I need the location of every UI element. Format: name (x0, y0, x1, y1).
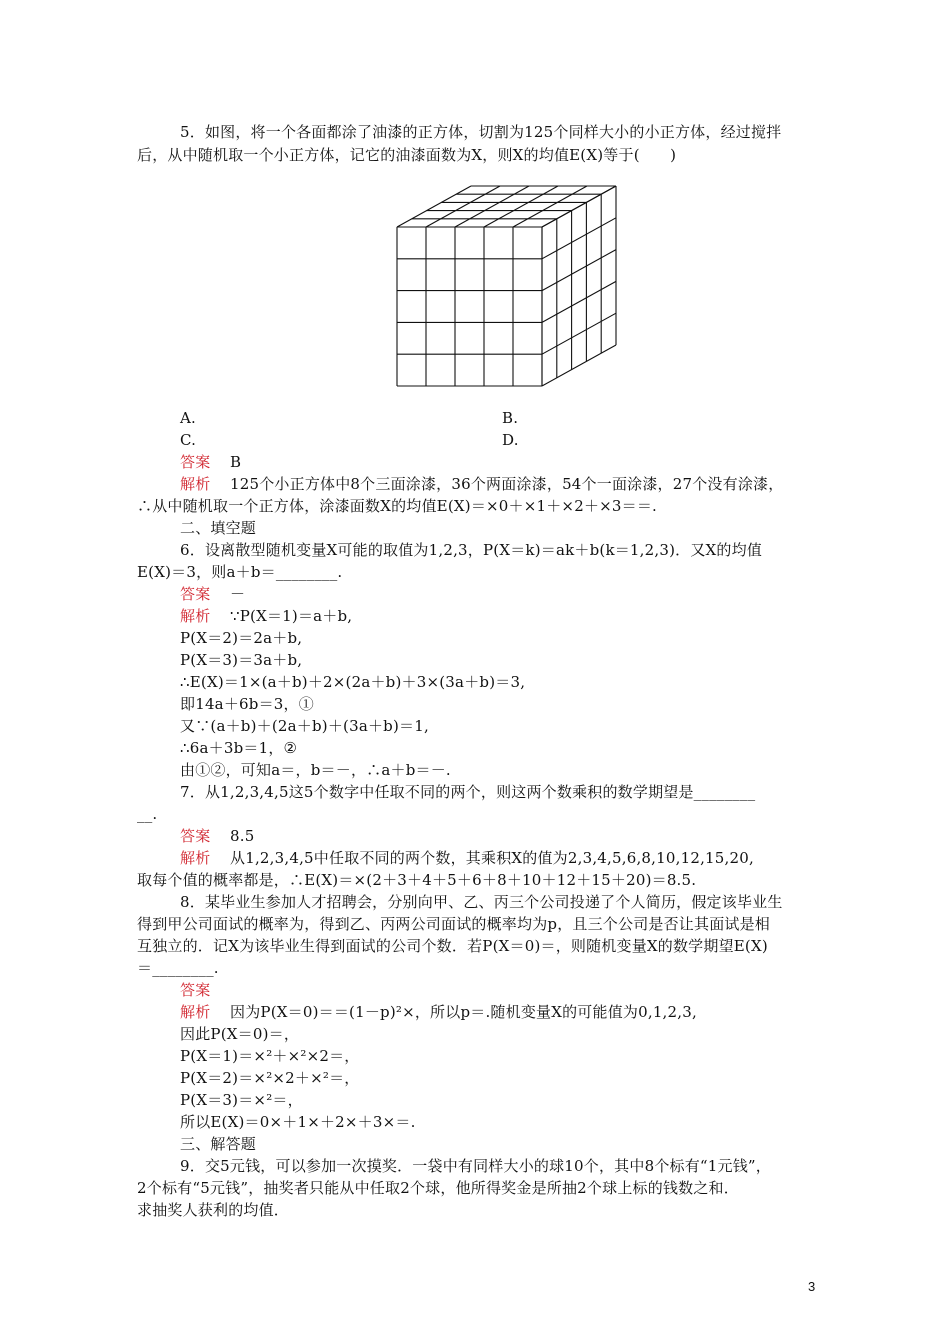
q6-step: P(X＝3)＝3a＋b, (180, 651, 303, 669)
option-b[interactable]: B. (502, 409, 519, 427)
q6-stem-line1: 6．设离散型随机变量X可能的取值为1,2,3，P(X＝k)＝ak＋b(k＝1,2,3)．又X的均值 (180, 541, 763, 559)
q9-stem-line3: 求抽奖人获利的均值． (137, 1201, 290, 1219)
option-a[interactable]: A. (180, 409, 197, 427)
cube-figure (396, 185, 618, 389)
q6-answer-value: － (230, 585, 246, 603)
q9-stem-line1: 9．交5元钱，可以参加一次摸奖．一袋中有同样大小的球10个，其中8个标有“1元钱”， (180, 1157, 772, 1175)
q5-analysis-line1: 125个小正方体中8个三面涂漆，36个两面涂漆，54个一面涂漆，27个没有涂漆， (230, 475, 784, 493)
q7-analysis-label: 解析 (180, 849, 211, 867)
page-number: 3 (808, 1279, 816, 1294)
q7-stem-line2: __. (137, 805, 158, 823)
q6-step: 又∵(a＋b)＋(2a＋b)＋(3a＋b)＝1, (180, 717, 429, 735)
section-heading-fill-blank: 二、填空题 (180, 519, 257, 537)
q5-answer-value: B (230, 453, 242, 471)
q7-analysis-line1: 从1,2,3,4,5中任取不同的两个数，其乘积X的值为2,3,4,5,6,8,10,12,15,20, (230, 849, 754, 867)
option-d[interactable]: D. (502, 431, 519, 449)
q9-stem-line2: 2个标有“5元钱”，抽奖者只能从中任取2个球，他所得奖金是所抽2个球上标的钱数之和． (137, 1179, 739, 1197)
q5-analysis-line2: ∴从中随机取一个正方体，涂漆面数X的均值E(X)＝×0＋×1＋×2＋×3＝＝. (137, 497, 658, 515)
q8-stem-line4: ＝________. (137, 959, 219, 977)
q8-stem-line2: 得到甲公司面试的概率为，得到乙、丙两公司面试的概率均为p，且三个公司是否让其面试是相 (137, 915, 771, 933)
q8-stem-line1: 8．某毕业生参加人才招聘会，分别向甲、乙、丙三个公司投递了个人简历，假定该毕业生 (180, 893, 783, 911)
q6-step: P(X＝2)＝2a＋b, (180, 629, 303, 647)
q6-stem-line2: E(X)＝3，则a＋b＝________. (137, 563, 343, 581)
q8-step: P(X＝2)＝×²×2＋×²＝， (180, 1069, 360, 1087)
q8-step: P(X＝1)＝×²＋×²×2＝， (180, 1047, 360, 1065)
q8-answer-label: 答案 (180, 981, 211, 999)
q7-answer-value: 8.5 (230, 827, 255, 845)
q8-analysis-line1: 因为P(X＝0)＝＝(1－p)²×，所以p＝.随机变量X的可能值为0,1,2,3, (230, 1003, 697, 1021)
q5-stem-line1: 5．如图，将一个各面都涂了油漆的正方体，切割为125个同样大小的小正方体，经过搅拌 (180, 123, 782, 141)
q7-analysis-line2: 取每个值的概率都是，∴E(X)＝×(2＋3＋4＋5＋6＋8＋10＋12＋15＋20)＝8.5. (137, 871, 697, 889)
q6-step: 由①②，可知a＝，b＝－，∴a＋b＝－. (180, 761, 451, 779)
q5-analysis-label: 解析 (180, 475, 211, 493)
section-heading-solutions: 三、解答题 (180, 1135, 257, 1153)
option-c[interactable]: C. (180, 431, 197, 449)
q6-step: 即14a＋6b＝3，① (180, 695, 314, 713)
q6-answer-label: 答案 (180, 585, 211, 603)
q8-step: 所以E(X)＝0×＋1×＋2×＋3×＝. (180, 1113, 416, 1131)
q6-analysis-label: 解析 (180, 607, 211, 625)
q8-step: 因此P(X＝0)＝， (180, 1025, 300, 1043)
q5-stem-line2: 后，从中随机取一个小正方体，记它的油漆面数为X，则X的均值E(X)等于( ) (137, 146, 677, 164)
q6-step: ∴6a＋3b＝1，② (180, 739, 298, 757)
q5-answer-label: 答案 (180, 453, 211, 471)
q6-step: ∴E(X)＝1×(a＋b)＋2×(2a＋b)＋3×(3a＋b)＝3, (180, 673, 526, 691)
q6-step: ∵P(X＝1)＝a＋b, (230, 607, 353, 625)
q7-answer-label: 答案 (180, 827, 211, 845)
q8-analysis-label: 解析 (180, 1003, 211, 1021)
q8-step: P(X＝3)＝×²＝， (180, 1091, 303, 1109)
q8-stem-line3: 互独立的．记X为该毕业生得到面试的公司个数．若P(X＝0)＝，则随机变量X的数学期望E(X) (137, 937, 768, 955)
q7-stem-line1: 7．从1,2,3,4,5这5个数字中任取不同的两个，则这两个数乘积的数学期望是________ (180, 783, 756, 801)
